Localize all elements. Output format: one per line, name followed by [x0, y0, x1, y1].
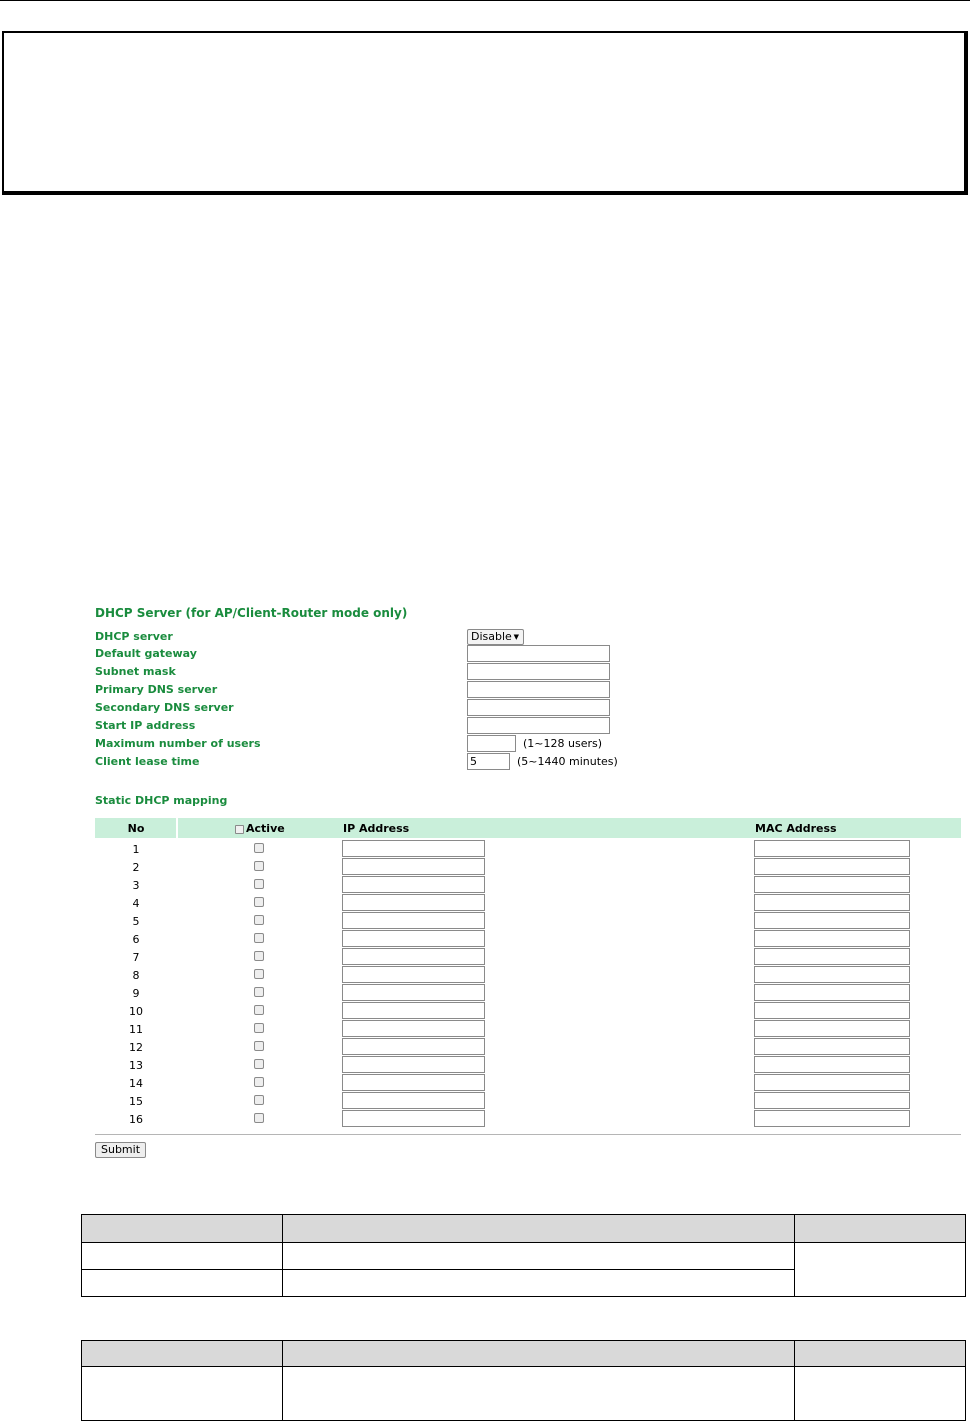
mapping-row-number: 7: [132, 951, 140, 964]
mapping-row-active-checkbox[interactable]: [254, 933, 264, 943]
mapping-row-active-checkbox[interactable]: [254, 951, 264, 961]
mapping-bottom-rule: [95, 1134, 961, 1135]
doc-table-1-cell: [82, 1243, 283, 1270]
mapping-row-number: 1: [132, 843, 140, 856]
mapping-row-mac-input[interactable]: [754, 948, 910, 965]
doc-table-1-row: [82, 1243, 966, 1270]
submit-button[interactable]: Submit: [95, 1142, 146, 1158]
doc-table-1-header-row: [82, 1215, 966, 1243]
primary-dns-label: Primary DNS server: [95, 683, 218, 696]
mapping-row-ip-input[interactable]: [342, 1020, 485, 1037]
mapping-row-ip-input[interactable]: [342, 1002, 485, 1019]
mapping-row-number: 15: [129, 1095, 143, 1108]
max-users-hint: (1~128 users): [523, 737, 603, 750]
mapping-row-mac-input[interactable]: [754, 1056, 910, 1073]
mapping-row-active-checkbox[interactable]: [254, 987, 264, 997]
doc-table-1-cell: [82, 1270, 283, 1297]
mapping-row-ip-input[interactable]: [342, 984, 485, 1001]
mapping-row-mac-input[interactable]: [754, 930, 910, 947]
mapping-row-active-checkbox[interactable]: [254, 1095, 264, 1105]
header-separator: [176, 818, 178, 838]
subnet-mask-label: Subnet mask: [95, 665, 176, 678]
mapping-row-mac-input[interactable]: [754, 1002, 910, 1019]
doc-table-2-row: [82, 1367, 966, 1421]
max-users-input[interactable]: [467, 735, 516, 752]
lease-time-label: Client lease time: [95, 755, 200, 768]
mapping-row-ip-input[interactable]: [342, 876, 485, 893]
caret-down-icon: ▼: [513, 633, 519, 641]
start-ip-input[interactable]: [467, 717, 610, 734]
dhcp-section-title: DHCP Server (for AP/Client-Router mode only): [95, 606, 408, 620]
mapping-row-ip-input[interactable]: [342, 930, 485, 947]
mapping-row-ip-input[interactable]: [342, 1038, 485, 1055]
mapping-row-active-checkbox[interactable]: [254, 1005, 264, 1015]
doc-table-1: [81, 1214, 966, 1297]
mapping-row-mac-input[interactable]: [754, 1110, 910, 1127]
mapping-row-number: 6: [132, 933, 140, 946]
doc-table-2: [81, 1340, 966, 1421]
mapping-row-number: 11: [129, 1023, 143, 1036]
doc-table-2-cell: [795, 1367, 966, 1421]
mapping-row-active-checkbox[interactable]: [254, 861, 264, 871]
mapping-row-number: 16: [129, 1113, 143, 1126]
mapping-row-number: 14: [129, 1077, 143, 1090]
mapping-row-active-checkbox[interactable]: [254, 1077, 264, 1087]
primary-dns-input[interactable]: [467, 681, 610, 698]
mapping-row-active-checkbox[interactable]: [254, 843, 264, 853]
mapping-row-ip-input[interactable]: [342, 840, 485, 857]
mapping-row-ip-input[interactable]: [342, 1056, 485, 1073]
doc-table-2-header-cell: [795, 1341, 966, 1367]
doc-table-1-header-cell: [283, 1215, 795, 1243]
mapping-row-number: 2: [132, 861, 140, 874]
page-top-rule: [0, 0, 970, 1]
mapping-row-active-checkbox[interactable]: [254, 897, 264, 907]
dhcp-server-select[interactable]: [467, 629, 524, 645]
subnet-mask-input[interactable]: [467, 663, 610, 680]
static-mapping-title: Static DHCP mapping: [95, 794, 228, 807]
doc-table-1-cell: [283, 1270, 795, 1297]
doc-table-1-header-cell: [82, 1215, 283, 1243]
dhcp-server-label: DHCP server: [95, 630, 173, 643]
mapping-row-ip-input[interactable]: [342, 1074, 485, 1091]
mapping-row-active-checkbox[interactable]: [254, 1059, 264, 1069]
mapping-row-number: 10: [129, 1005, 143, 1018]
mapping-row-mac-input[interactable]: [754, 912, 910, 929]
mapping-row-active-checkbox[interactable]: [254, 879, 264, 889]
mapping-row-mac-input[interactable]: [754, 1074, 910, 1091]
mapping-row-ip-input[interactable]: [342, 912, 485, 929]
start-ip-label: Start IP address: [95, 719, 196, 732]
mapping-row-ip-input[interactable]: [342, 1110, 485, 1127]
max-users-label: Maximum number of users: [95, 737, 261, 750]
mapping-row-active-checkbox[interactable]: [254, 1113, 264, 1123]
doc-table-2-cell: [82, 1367, 283, 1421]
mapping-row-number: 13: [129, 1059, 143, 1072]
mapping-row-mac-input[interactable]: [754, 840, 910, 857]
mapping-row-active-checkbox[interactable]: [254, 1023, 264, 1033]
mapping-row-mac-input[interactable]: [754, 966, 910, 983]
default-gateway-label: Default gateway: [95, 647, 197, 660]
mapping-row-mac-input[interactable]: [754, 1020, 910, 1037]
lease-time-hint: (5~1440 minutes): [517, 755, 618, 768]
mapping-row-ip-input[interactable]: [342, 966, 485, 983]
doc-table-1-merged-cell: [795, 1243, 966, 1297]
dhcp-server-selected-value: Disable: [471, 630, 512, 643]
mapping-row-number: 12: [129, 1041, 143, 1054]
active-column-header: Active: [246, 822, 285, 835]
mapping-row-number: 4: [132, 897, 140, 910]
mapping-row-mac-input[interactable]: [754, 1092, 910, 1109]
ip-column-header: IP Address: [343, 822, 410, 835]
mapping-row-mac-input[interactable]: [754, 858, 910, 875]
select-all-active-checkbox[interactable]: [235, 825, 244, 834]
mapping-row-mac-input[interactable]: [754, 876, 910, 893]
mapping-row-number: 9: [132, 987, 140, 1000]
note-box: [2, 31, 968, 195]
mapping-row-ip-input[interactable]: [342, 1092, 485, 1109]
doc-table-2-header-cell: [82, 1341, 283, 1367]
doc-table-1-header-cell: [795, 1215, 966, 1243]
mapping-row-active-checkbox[interactable]: [254, 969, 264, 979]
mapping-row-mac-input[interactable]: [754, 894, 910, 911]
doc-table-2-header-cell: [283, 1341, 795, 1367]
doc-table-2-cell: [283, 1367, 795, 1421]
mapping-row-ip-input[interactable]: [342, 894, 485, 911]
lease-time-input[interactable]: [467, 753, 510, 770]
mapping-row-number: 3: [132, 879, 140, 892]
default-gateway-input[interactable]: [467, 645, 610, 662]
no-column-header: No: [127, 822, 145, 835]
mapping-row-number: 5: [132, 915, 140, 928]
mapping-row-number: 8: [132, 969, 140, 982]
mapping-row-active-checkbox[interactable]: [254, 915, 264, 925]
mapping-row-ip-input[interactable]: [342, 858, 485, 875]
doc-table-2-header-row: [82, 1341, 966, 1367]
secondary-dns-label: Secondary DNS server: [95, 701, 234, 714]
mapping-row-mac-input[interactable]: [754, 1038, 910, 1055]
mapping-row-active-checkbox[interactable]: [254, 1041, 264, 1051]
secondary-dns-input[interactable]: [467, 699, 610, 716]
mapping-row-mac-input[interactable]: [754, 984, 910, 1001]
mapping-row-ip-input[interactable]: [342, 948, 485, 965]
doc-table-1-cell: [283, 1243, 795, 1270]
mac-column-header: MAC Address: [755, 822, 837, 835]
